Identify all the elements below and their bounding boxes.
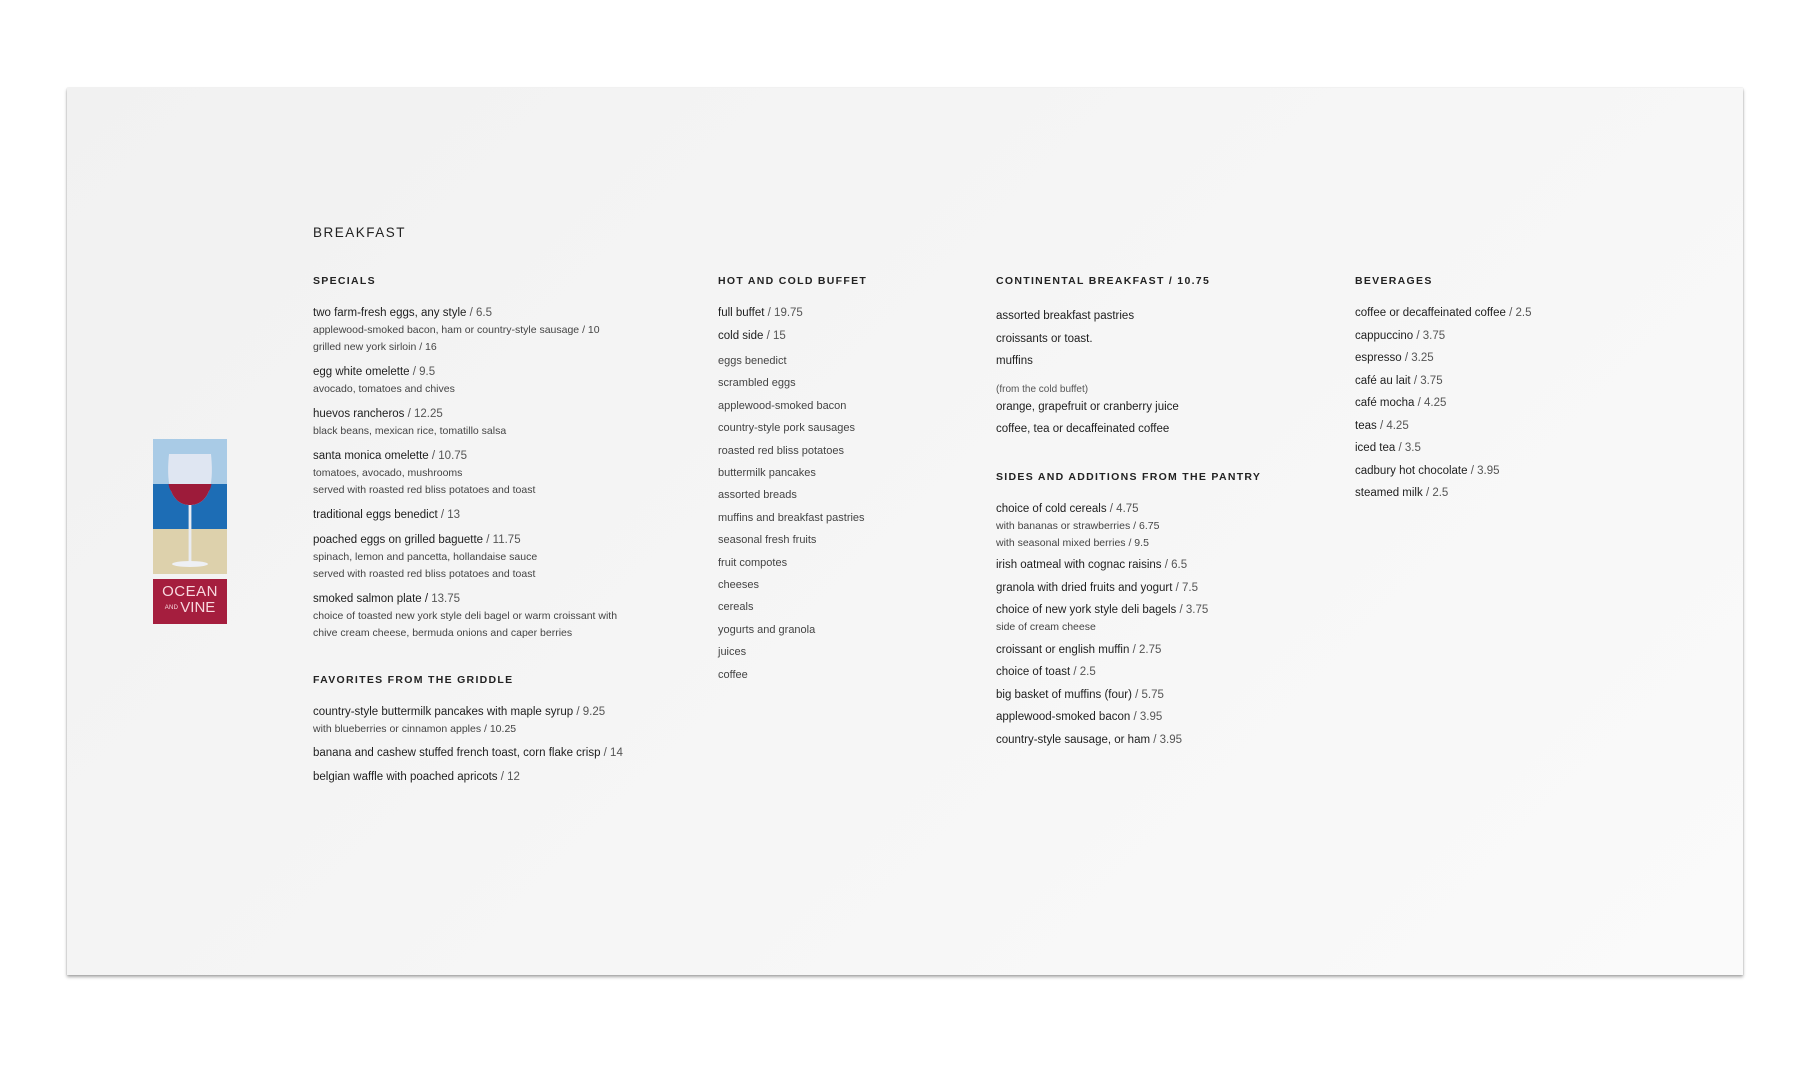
list-item: cereals [718, 601, 754, 614]
menu-item-name: espresso [1355, 352, 1402, 364]
menu-item-line [1355, 328, 1615, 345]
menu-item-price: / 3.75 [1410, 374, 1443, 387]
section-gap [996, 441, 1336, 471]
section-heading-buffet: HOT AND COLD BUFFET [718, 275, 868, 287]
menu-item [313, 448, 693, 499]
menu-item-name: country-style sausage, or ham [996, 733, 1151, 746]
menu-item-name: cold side [718, 329, 764, 342]
list-item: buttermilk pancakes [718, 467, 816, 480]
menu-item-line [996, 687, 1336, 704]
menu-item-line [313, 507, 693, 524]
menu-item-name: choice of toast [996, 666, 1071, 678]
menu-item-price: / 14 [600, 747, 623, 759]
list-item: coffee [718, 668, 748, 681]
menu-item-name: full buffet [718, 307, 765, 319]
griddle-list [313, 704, 693, 786]
menu-item-name: banana and cashew stuffed french toast, corn flake crisp [313, 747, 601, 759]
continental-list [996, 305, 1336, 373]
ocean-and-vine-logo [153, 439, 227, 624]
menu-item-line [718, 328, 958, 345]
menu-item-description: black beans, mexican rice, tomatillo salsa [313, 425, 507, 437]
menu-item-price: / 12.25 [404, 408, 443, 420]
menu-item-price: / 4.75 [1106, 502, 1139, 515]
list-item: coffee, tea or decaffeinated coffee [996, 423, 1170, 435]
wine-glass-icon [153, 439, 227, 579]
menu-item-name: santa monica omelette [313, 450, 429, 462]
list-item: applewood-smoked bacon [718, 399, 847, 412]
menu-item-line [313, 591, 693, 608]
menu-item [1355, 350, 1615, 367]
menu-item-description: grilled new york sirloin / 16 [313, 341, 437, 353]
menu-item-name: big basket of muffins (four) [996, 688, 1132, 701]
beverages-list [1355, 305, 1615, 502]
menu-item-line [996, 602, 1336, 619]
menu-item-price: / 19.75 [764, 307, 803, 319]
menu-item-line [313, 532, 693, 549]
menu-item-price: / 10.75 [428, 450, 468, 462]
menu-item-price: / 3.95 [1130, 711, 1163, 723]
menu-item-line [996, 732, 1336, 749]
menu-item-price: / 12 [497, 771, 520, 783]
list-item: muffins and breakfast pastries [718, 511, 865, 524]
menu-item-line [1355, 485, 1615, 502]
menu-item-name: applewood-smoked bacon [996, 711, 1131, 723]
menu-item [313, 305, 693, 356]
menu-item-name: cadbury hot chocolate [1355, 464, 1468, 477]
menu-item-price: / 2.5 [1422, 487, 1449, 499]
menu-item [718, 328, 958, 345]
menu-item-line [996, 642, 1336, 659]
section-heading-continental: CONTINENTAL BREAKFAST / 10.75 [996, 275, 1211, 287]
menu-item-price: / 2.75 [1129, 643, 1162, 656]
menu-item-line [996, 664, 1336, 681]
section-heading-specials: SPECIALS [313, 275, 376, 287]
column-beverages [1355, 275, 1615, 508]
menu-item-line [1355, 395, 1615, 412]
menu-item-line [313, 745, 693, 762]
list-item: country-style pork sausages [718, 422, 855, 435]
menu-item-price: / 9.25 [573, 706, 606, 718]
list-item: scrambled eggs [718, 377, 796, 390]
menu-item [1355, 463, 1615, 480]
menu-item-name: choice of cold cereals [996, 502, 1107, 515]
menu-item-name: coffee or decaffeinated coffee [1355, 307, 1506, 319]
menu-item-name: café au lait [1355, 374, 1411, 387]
sides-list [996, 501, 1336, 749]
section-gap [313, 650, 693, 674]
menu-item [996, 664, 1336, 681]
list-item: croissants or toast. [996, 332, 1093, 345]
menu-item [1355, 328, 1615, 345]
specials-list [313, 305, 693, 642]
menu-item-description: tomatoes, avocado, mushrooms [313, 467, 463, 479]
menu-item-description: served with roasted red bliss potatoes and toast [313, 484, 536, 496]
logo-word-and: AND [164, 605, 179, 612]
menu-item-description: choice of toasted new york style deli bagel or warm croissant with [313, 610, 618, 622]
menu-item-price: / 7.5 [1172, 581, 1199, 594]
list-item: assorted breakfast pastries [996, 310, 1135, 322]
menu-item [313, 704, 693, 738]
menu-item [996, 557, 1336, 574]
menu-item [1355, 485, 1615, 502]
menu-item [1355, 395, 1615, 412]
menu-item-line [1355, 305, 1615, 322]
column-specials [313, 275, 693, 793]
menu-item-line [313, 769, 693, 786]
menu-item-price: / 3.5 [1395, 442, 1421, 454]
menu-item-name: choice of new york style deli bagels [996, 604, 1177, 616]
menu-item-description: chive cream cheese, bermuda onions and caper berries [313, 627, 573, 639]
menu-item [313, 591, 693, 642]
menu-item-name: granola with dried fruits and yogurt [996, 581, 1173, 594]
menu-item [1355, 373, 1615, 390]
section-heading-sides: SIDES AND ADDITIONS FROM THE PANTRY [996, 470, 1262, 483]
menu-item-price: / 4.25 [1414, 397, 1447, 409]
list-item: cheeses [718, 579, 759, 592]
menu-item-line [996, 580, 1336, 597]
menu-item-line [313, 448, 693, 465]
menu-item-name: teas [1355, 419, 1377, 432]
menu-item-name: country-style buttermilk pancakes with maple syrup [313, 706, 574, 718]
menu-item [996, 602, 1336, 636]
menu-item-name: two farm-fresh eggs, any style [313, 307, 467, 319]
list-item: assorted breads [718, 489, 797, 502]
logo-line-2 [153, 600, 227, 616]
continental-more-list [996, 396, 1336, 441]
menu-item-price: / 9.5 [409, 366, 436, 378]
menu-item-description: applewood-smoked bacon, ham or country-style sausage / 10 [313, 324, 600, 336]
menu-item [996, 732, 1336, 749]
menu-item-name: belgian waffle with poached apricots [313, 771, 498, 783]
menu-item-name: iced tea [1355, 442, 1396, 454]
page-title: BREAKFAST [313, 225, 407, 240]
menu-item [313, 769, 693, 786]
menu-item [313, 507, 693, 524]
menu-item [1355, 418, 1615, 435]
menu-item-name: traditional eggs benedict [313, 509, 438, 521]
menu-item-price: / 6.5 [1161, 559, 1188, 571]
menu-item-description: avocado, tomatoes and chives [313, 383, 455, 395]
menu-item-description: side of cream cheese [996, 621, 1096, 633]
list-item: seasonal fresh fruits [718, 534, 817, 547]
menu-item-line [1355, 418, 1615, 435]
menu-item-description: with bananas or strawberries / 6.75 [996, 519, 1160, 532]
menu-item-line [996, 709, 1336, 726]
menu-item-price: / 3.95 [1150, 733, 1183, 746]
menu-item-price: / 15 [763, 329, 786, 342]
menu-item-line [313, 406, 693, 423]
menu-item-name: smoked salmon plate / [313, 593, 429, 605]
menu-item [996, 580, 1336, 597]
continental-note: (from the cold buffet) [996, 383, 1089, 395]
list-item: eggs benedict [718, 355, 787, 367]
section-heading-beverages: BEVERAGES [1355, 275, 1433, 287]
logo-wordmark [153, 579, 227, 624]
menu-item [996, 687, 1336, 704]
menu-item [718, 305, 958, 322]
list-item: juices [718, 646, 747, 659]
list-item: yogurts and granola [718, 623, 816, 636]
menu-item [313, 745, 693, 762]
menu-item-price: / 5.75 [1131, 688, 1164, 701]
menu-item [1355, 305, 1615, 322]
menu-item-price: / 3.25 [1401, 352, 1434, 364]
list-item: roasted red bliss potatoes [718, 444, 844, 457]
menu-item [996, 501, 1336, 552]
logo-word-vine: VINE [180, 599, 216, 616]
logo-word-ocean: OCEAN [162, 583, 218, 600]
menu-item-line [1355, 373, 1615, 390]
menu-item [313, 532, 693, 583]
menu-item [996, 642, 1336, 659]
menu-item-price: / 2.5 [1505, 307, 1532, 319]
menu-item-line [313, 305, 693, 322]
menu-item-name: cappuccino [1355, 329, 1414, 342]
menu-item-description: spinach, lemon and pancetta, hollandaise sauce [313, 551, 538, 563]
menu-item [313, 364, 693, 398]
menu-item-price: / 6.5 [466, 307, 492, 319]
menu-item-description: with blueberries or cinnamon apples / 10.25 [313, 723, 517, 735]
menu-item-price: / 3.75 [1413, 329, 1446, 342]
menu-item-line [313, 364, 693, 381]
menu-item-description: with seasonal mixed berries / 9.5 [996, 536, 1149, 549]
menu-item-line [718, 305, 958, 322]
menu-item-price: / 13 [437, 509, 461, 521]
list-item: fruit compotes [718, 556, 788, 569]
column-continental [996, 275, 1336, 754]
menu-item-price: / 3.75 [1176, 604, 1209, 616]
menu-item-name: egg white omelette [313, 366, 410, 378]
menu-item-line [1355, 463, 1615, 480]
buffet-list [718, 305, 958, 686]
menu-item [313, 406, 693, 440]
menu-item-price: / 2.5 [1070, 666, 1096, 678]
column-buffet [718, 275, 958, 686]
section-heading-griddle: FAVORITES FROM THE GRIDDLE [313, 674, 514, 686]
menu-item-line [1355, 440, 1615, 457]
menu-item [1355, 440, 1615, 457]
menu-item-description: served with roasted red bliss potatoes and toast [313, 568, 536, 580]
menu-item-line [996, 501, 1336, 518]
menu-item-line [1355, 350, 1615, 367]
list-item: orange, grapefruit or cranberry juice [996, 400, 1179, 413]
list-item: muffins [996, 355, 1033, 367]
menu-item-line [996, 557, 1336, 574]
menu-item-name: irish oatmeal with cognac raisins [996, 559, 1162, 571]
menu-item-name: huevos rancheros [313, 408, 405, 420]
menu-item-name: poached eggs on grilled baguette [313, 534, 484, 546]
menu-item [996, 709, 1336, 726]
menu-item-price: 13.75 [428, 593, 461, 605]
menu-item-name: steamed milk [1355, 487, 1423, 499]
menu-item-line [313, 704, 693, 721]
menu-item-name: croissant or english muffin [996, 643, 1130, 656]
menu-item-price: / 4.25 [1376, 419, 1409, 432]
menu-item-price: / 3.95 [1467, 464, 1500, 477]
menu-item-name: café mocha [1355, 397, 1415, 409]
menu-item-price: / 11.75 [483, 534, 521, 546]
